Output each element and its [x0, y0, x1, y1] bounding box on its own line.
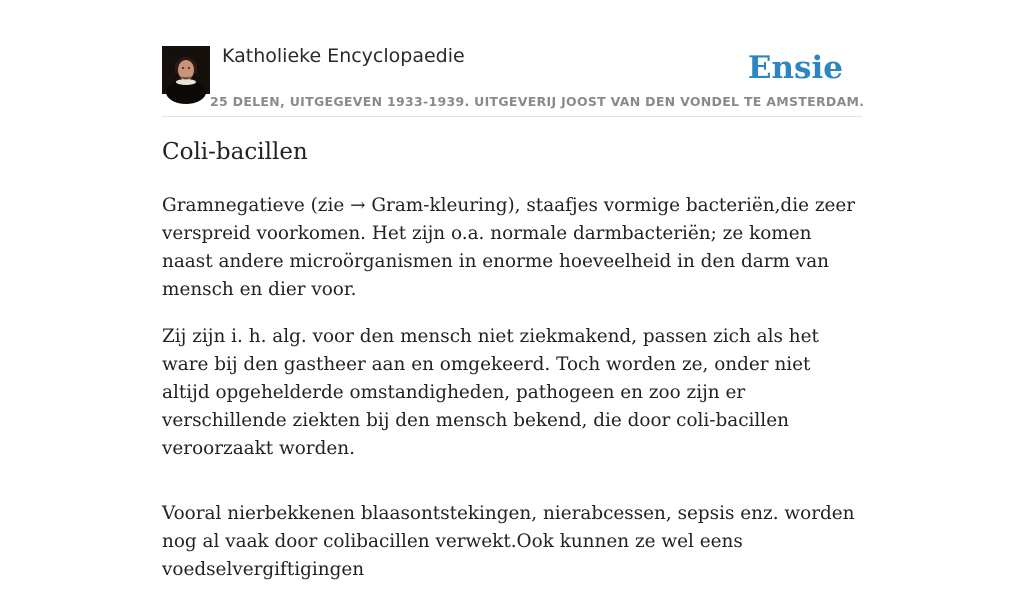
article-body [162, 192, 862, 603]
page-container [162, 0, 865, 580]
article-paragraph: Gramnegatieve (zie → Gram-kleuring), staafjes vormige bacteriën,die zeer verspreid voorkomen. Het zijn o.a. normale darmbacteriën; ze komen naast andere microörganismen in enorme hoeveelheid in den darm van mensch en dier voor. [162, 195, 856, 300]
site-title[interactable]: Katholieke Encyclopaedie [222, 45, 465, 67]
site-header [162, 0, 865, 117]
article-paragraph: Zij zijn i. h. alg. voor den mensch niet ziekmakend, passen zich als het ware bij den gastheer aan en omgekeerd. Toch worden ze, onder niet altijd opgehelderde omstandigheden, pathogeen en zoo zijn er verschillende ziekten bij den mensch bekend, die door coli-bacillen veroorzaakt worden. [162, 326, 819, 459]
portrait-icon [162, 46, 210, 94]
site-subtitle: 25 DELEN, UITGEGEVEN 1933-1939. UITGEVERIJ JOOST VAN DEN VONDEL TE AMSTERDAM. [210, 94, 865, 109]
portrait-avatar[interactable] [162, 46, 210, 94]
article-title: Coli-bacillen [162, 139, 308, 165]
brand-logo[interactable]: Ensie [747, 50, 843, 86]
article-paragraph: Vooral nierbekkenen blaasontstekingen, nierabcessen, sepsis enz. worden nog al vaak door colibacillen verwekt.Ook kunnen ze wel eens voedselvergiftigingen [162, 503, 855, 580]
